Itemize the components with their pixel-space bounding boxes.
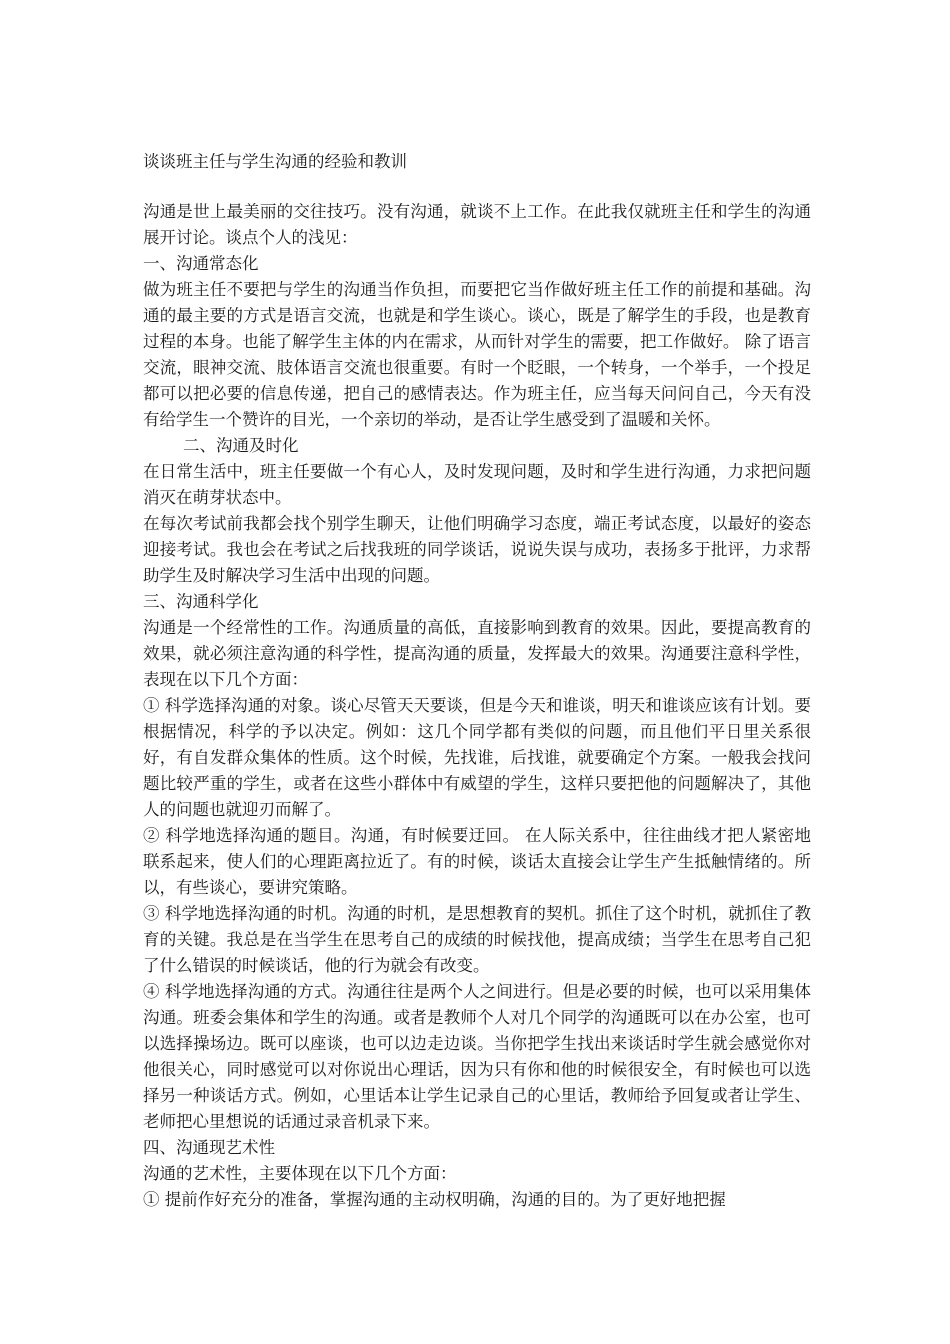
section-heading-2: 二、沟通及时化 [183,436,299,455]
list-item-paragraph: ③ 科学地选择沟通的时机。沟通的时机，是思想教育的契机。抓住了这个时机，就抓住了教育的关键。我总是在当学生在思考自己的成绩的时候找他，提高成绩；当学生在思考自己犯了什么错误的时候谈话，他的行为就会有改变。 [143,904,811,975]
document-body [143,149,811,1213]
paragraph: 沟通的艺术性，主要体现在以下几个方面： [143,1164,457,1183]
list-item-paragraph: ④ 科学地选择沟通的方式。沟通往往是两个人之间进行。但是必要的时候，也可以采用集体沟通。班委会集体和学生的沟通。或者是教师个人对几个同学的沟通既可以在办公室，也可以选择操场边。既可以座谈，也可以边走边谈。当你把学生找出来谈话时学生就会感觉你对他很关心，同时感觉可以对你说出心理话，因为只有你和他的时候很安全，有时候也可以选择另一种谈话方式。例如，心里话本让学生记录自己的心里话，教师给予回复或者让学生、老师把心里想说的话通过录音机录下来。 [143,982,811,1131]
paragraph: 在日常生活中，班主任要做一个有心人，及时发现问题，及时和学生进行沟通，力求把问题消灭在萌芽状态中。 [143,462,811,507]
list-item-paragraph: ② 科学地选择沟通的题目。沟通，有时候要迂回。 在人际关系中，往往曲线才把人紧密地联系起来，使人们的心理距离拉近了。有的时候，谈话太直接会让学生产生抵触情绪的。所以，有些谈心，要讲究策略。 [143,826,811,897]
paragraph: 做为班主任不要把与学生的沟通当作负担，而要把它当作做好班主任工作的前提和基础。沟通的最主要的方式是语言交流，也就是和学生谈心。谈心，既是了解学生的手段，也是教育过程的本身。也能了解学生主体的内在需求，从而针对学生的需要，把工作做好。 除了语言交流，眼神交流、肢体语言交流也很重要。有时一个眨眼，一个转身，一个举手，一个投足都可以把必要的信息传递，把自己的感情表达。作为班主任，应当每天问问自己，今天有没有给学生一个赞许的目光，一个亲切的举动，是否让学生感受到了温暖和关怀。 [143,280,811,429]
list-item-paragraph: ① 提前作好充分的准备，掌握沟通的主动权明确，沟通的目的。为了更好地把握 [143,1190,726,1209]
section-heading-1: 一、沟通常态化 [143,254,259,273]
section-heading-3: 三、沟通科学化 [143,592,259,611]
section-heading-4: 四、沟通现艺术性 [143,1138,275,1157]
paragraph-intro: 沟通是世上最美丽的交往技巧。没有沟通，就谈不上工作。在此我仅就班主任和学生的沟通展开讨论。谈点个人的浅见： [143,202,811,247]
paragraph: 在每次考试前我都会找个别学生聊天，让他们明确学习态度，端正考试态度，以最好的姿态迎接考试。我也会在考试之后找我班的同学谈话，说说失误与成功，表扬多于批评，力求帮助学生及时解决学习生活中出现的问题。 [143,514,811,585]
paragraph: 沟通是一个经常性的工作。沟通质量的高低，直接影响到教育的效果。因此，要提高教育的效果，就必须注意沟通的科学性，提高沟通的质量，发挥最大的效果。沟通要注意科学性，表现在以下几个方面： [143,618,811,689]
list-item-paragraph: ① 科学选择沟通的对象。谈心尽管天天要谈，但是今天和谁谈，明天和谁谈应该有计划。要根据情况，科学的予以决定。例如：这几个同学都有类似的问题，而且他们平日里关系很好，有自发群众集体的性质。这个时候，先找谁，后找谁，就要确定个方案。一般我会找问题比较严重的学生，或者在这些小群体中有威望的学生，这样只要把他的问题解决了，其他人的问题也就迎刃而解了。 [143,696,811,819]
document-title: 谈谈班主任与学生沟通的经验和教训 [143,152,407,171]
